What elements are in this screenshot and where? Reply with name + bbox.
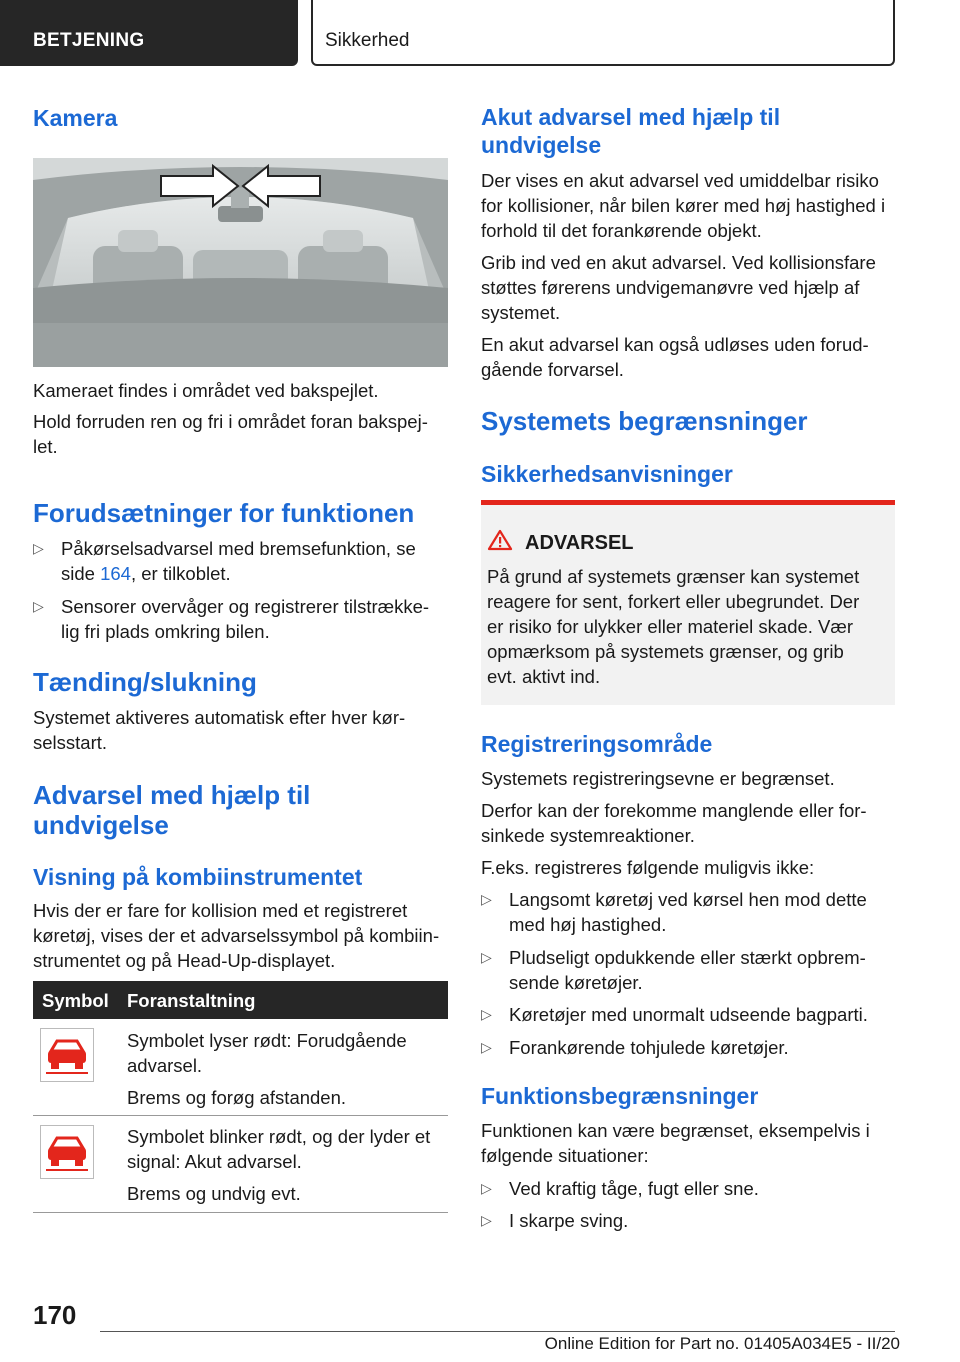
- registrering-text: F.eks. registreres følgende muligvis ikke:: [481, 857, 815, 878]
- row2-text-3: Brems og undvig evt.: [127, 1183, 301, 1204]
- taending-text-1: Systemet aktiveres automatisk efter hver kør-: [33, 707, 406, 728]
- table-divider: [33, 1212, 448, 1213]
- akut-text: gående forvarsel.: [481, 359, 624, 380]
- warning-text: reagere for sent, forkert eller ubegrundet. Der: [487, 591, 860, 612]
- warning-triangle-icon: [487, 529, 513, 556]
- akut-text: forhold til det forankørende objekt.: [481, 220, 762, 241]
- list-item: ▷ Påkørselsadvarsel med bremsefunktion, se side 164, er tilkoblet.: [33, 538, 416, 584]
- visning-text-2: køretøj, vises der et advarselssymbol på kombiin-: [33, 925, 440, 946]
- visning-text-1: Hvis der er fare for kollision med et registreret: [33, 900, 408, 921]
- kamera-text-2a: Hold forruden ren og fri i området foran bakspej-: [33, 411, 428, 432]
- car-warning-blinking-icon: [40, 1125, 94, 1179]
- camera-photo: [33, 158, 448, 367]
- bullet-triangle-icon: ▷: [481, 1180, 492, 1196]
- column-header-symbol: Symbol: [42, 990, 109, 1011]
- advarsel-heading-2: undvigelse: [33, 810, 169, 840]
- section-tab: [0, 0, 298, 66]
- list-item: ▷ Sensorer overvåger og registrerer tilstrække- lig fri plads omkring bilen.: [33, 596, 430, 642]
- kamera-heading: Kamera: [33, 105, 118, 131]
- funktion-heading: Funktionsbegrænsninger: [481, 1083, 759, 1109]
- akut-text: Grib ind ved en akut advarsel. Ved kollisionsfare: [481, 252, 876, 273]
- taending-text-2: selsstart.: [33, 732, 108, 753]
- taending-heading: Tænding/slukning: [33, 667, 257, 697]
- bullet-triangle-icon: ▷: [33, 540, 44, 556]
- edition-text: Online Edition for Part no. 01405A034E5 - II/20: [544, 1334, 900, 1353]
- akut-text: for kollisioner, når bilen kører med høj hastighed i: [481, 195, 886, 216]
- row2-text-1: Symbolet blinker rødt, og der lyder et: [127, 1126, 431, 1147]
- footer-divider: [100, 1331, 895, 1332]
- warning-text: evt. aktivt ind.: [487, 666, 601, 687]
- list-item: ▷ Ved kraftig tåge, fugt eller sne.: [481, 1178, 759, 1199]
- bullet-triangle-icon: ▷: [481, 1039, 492, 1055]
- page-header: [0, 0, 960, 66]
- forudsaetninger-heading: Forudsætninger for funktionen: [33, 498, 415, 528]
- akut-text: Der vises en akut advarsel ved umiddelbar risiko: [481, 170, 879, 191]
- list-item: ▷ I skarpe sving.: [481, 1210, 629, 1231]
- sikkerhed-heading: Sikkerhedsanvisninger: [481, 461, 733, 487]
- bullet-triangle-icon: ▷: [33, 598, 44, 614]
- visning-heading: Visning på kombiinstrumentet: [33, 864, 363, 890]
- kamera-text-1: Kameraet findes i området ved bakspejlet.: [33, 380, 379, 401]
- bullet-triangle-icon: ▷: [481, 1006, 492, 1022]
- registrering-text: Derfor kan der forekomme manglende eller for-: [481, 800, 867, 821]
- kamera-text-2b: let.: [33, 436, 58, 457]
- akut-heading-1: Akut advarsel med hjælp til: [481, 104, 781, 130]
- visning-text-3: strumentet og på Head-Up-displayet.: [33, 950, 336, 971]
- chapter-label: Sikkerhed: [325, 30, 410, 51]
- akut-text: støttes førerens undvigemanøvre ved hjælp af: [481, 277, 860, 298]
- row1-text-2: advarsel.: [127, 1055, 203, 1076]
- row1-text-3: Brems og forøg afstanden.: [127, 1087, 347, 1108]
- funktion-text: Funktionen kan være begrænset, eksempelvis i: [481, 1120, 870, 1141]
- page-number: 170: [33, 1300, 77, 1330]
- warning-box: [481, 500, 895, 705]
- warning-text: er risiko for ulykker eller materiel skade. Vær: [487, 616, 853, 637]
- bullet-triangle-icon: ▷: [481, 891, 492, 907]
- bullet-triangle-icon: ▷: [481, 1212, 492, 1228]
- funktion-text: følgende situationer:: [481, 1145, 649, 1166]
- registrering-text: sinkede systemreaktioner.: [481, 825, 695, 846]
- list-item: ▷ Langsomt køretøj ved kørsel hen mod dette med høj hastighed.: [481, 889, 867, 935]
- car-interior-illustration: [33, 158, 448, 367]
- row1-text-1: Symbolet lyser rødt: Forudgående: [127, 1030, 407, 1051]
- bullet-triangle-icon: ▷: [481, 949, 492, 965]
- warning-label: ADVARSEL: [525, 532, 634, 554]
- warning-text: På grund af systemets grænser kan systemet: [487, 566, 860, 587]
- list-item: ▷ Køretøjer med unormalt udseende bagparti.: [481, 1004, 868, 1025]
- symbol-table-header: [33, 981, 448, 1019]
- page-link[interactable]: 164: [100, 563, 131, 584]
- akut-text: En akut advarsel kan også udløses uden forud-: [481, 334, 869, 355]
- akut-text: systemet.: [481, 302, 561, 323]
- car-warning-icon: [40, 1028, 94, 1082]
- registrering-heading: Registreringsområde: [481, 731, 713, 757]
- row2-text-2: signal: Akut advarsel.: [127, 1151, 302, 1172]
- list-item: ▷ Forankørende tohjulede køretøjer.: [481, 1037, 789, 1058]
- chapter-tab: [311, 0, 895, 66]
- section-label: BETJENING: [33, 30, 145, 51]
- table-divider: [33, 1115, 448, 1116]
- warning-text: opmærksom på systemets grænser, og grib: [487, 641, 844, 662]
- list-item: ▷ Pludseligt opdukkende eller stærkt opbrem- sende køretøjer.: [481, 947, 866, 993]
- registrering-text: Systemets registreringsevne er begrænset.: [481, 768, 835, 789]
- akut-heading-2: undvigelse: [481, 132, 602, 158]
- column-header-action: Foranstaltning: [127, 990, 256, 1011]
- begraensninger-heading: Systemets begrænsninger: [481, 406, 808, 436]
- advarsel-heading-1: Advarsel med hjælp til: [33, 780, 311, 810]
